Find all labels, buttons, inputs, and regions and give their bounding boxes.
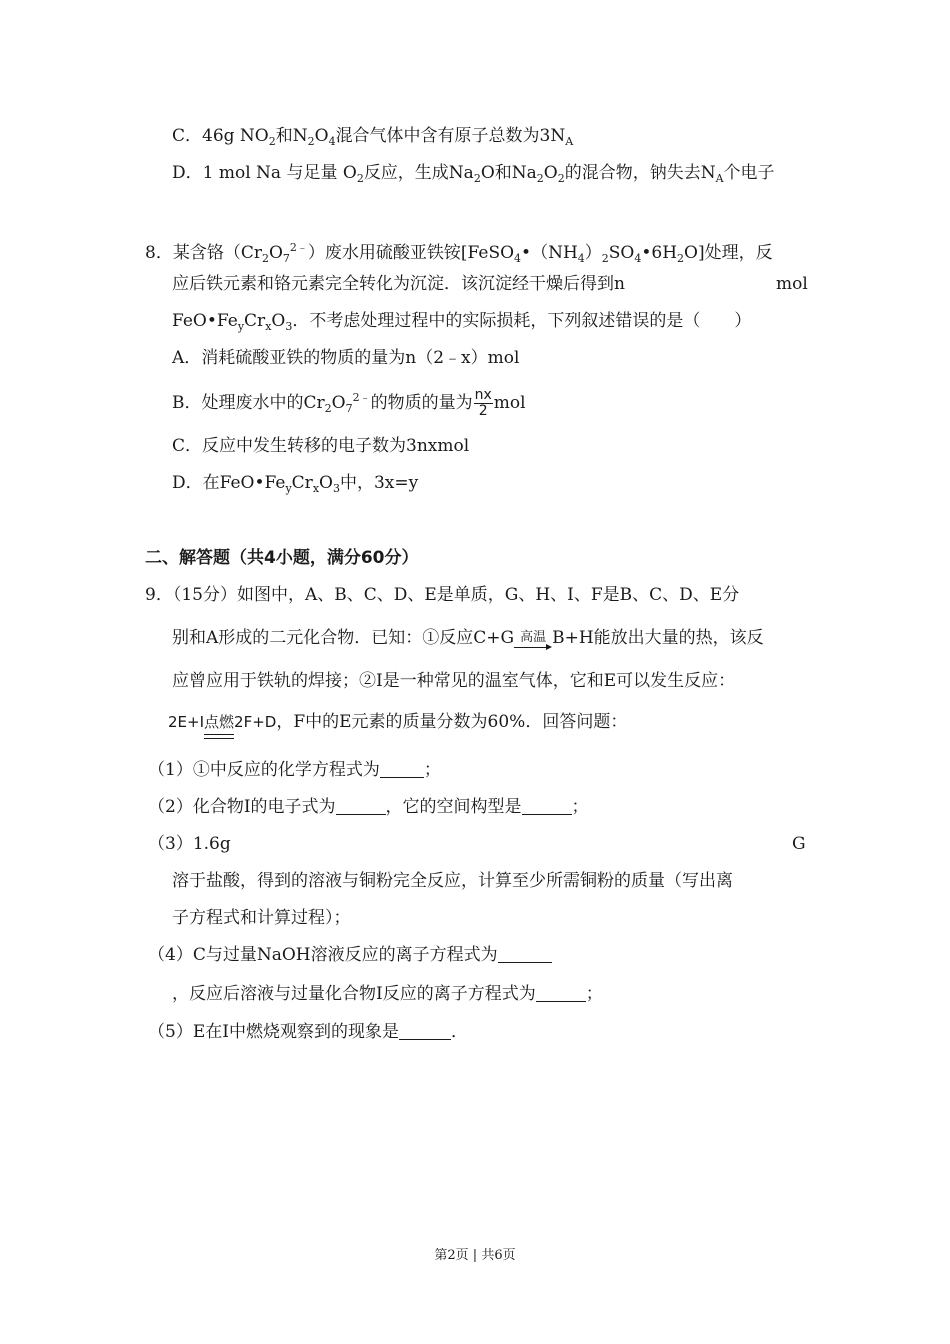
ignite-condition: 点燃	[204, 710, 234, 739]
answer-blank[interactable]	[536, 983, 586, 1002]
page-footer: 第2页 | 共6页	[434, 1248, 516, 1263]
reaction-equation: 2E+I点燃2F+D	[168, 713, 276, 731]
q8-stem-line2-unit: mol	[776, 274, 808, 294]
q8-stem-line3: $FeO•Fe_yCr_xO_3$．不考虑处理过程中的实际损耗，下列叙述错误的是（ ）	[172, 311, 752, 333]
q7-option-c: C．46g $NO_2$和$N_2O_4$混合气体中含有原子总数为$3N_A$	[172, 126, 574, 148]
answer-blank[interactable]	[522, 796, 572, 815]
q9-part3-line2: 溶于盐酸，得到的溶液与铜粉完全反应，计算至少所需铜粉的质量（写出离	[172, 871, 733, 891]
q9-stem-line2: 别和A形成的二元化合物．已知：①反应C+G 高温 B+H能放出大量的热，该反	[172, 626, 764, 652]
q9-stem-line4: 2E+I点燃2F+D，F中的E元素的质量分数为60%．回答问题：	[168, 710, 627, 739]
answer-blank[interactable]	[336, 796, 386, 815]
q9-part4: （4）C与过量NaOH溶液反应的离子方程式为	[148, 943, 552, 967]
q7-option-d: D．1 mol Na 与足量 $O_2$反应，生成$Na_2O$和$Na_2O_2$的混合物，钠失去$N_A$个电子	[172, 163, 775, 185]
reaction-arrow-high-temp: 高温	[514, 631, 552, 652]
q8-stem-line2: 应后铁元素和铬元素完全转化为沉淀．该沉淀经干燥后得到n	[172, 274, 625, 294]
q9-part2: （2）化合物I的电子式为 ，它的空间构型是 ；	[148, 797, 589, 817]
q9-part3-line3: 子方程式和计算过程）；	[172, 908, 351, 928]
q9-part4-line2: ，反应后溶液与过量化合物I反应的离子方程式为 ；	[172, 984, 603, 1004]
answer-blank[interactable]	[498, 944, 552, 963]
q8-option-b: B．处理废水中的$Cr_2O_7^{2﹣}$的物质的量为 $\frac{nx}{2}$ mol	[172, 387, 526, 419]
section-heading: 二、解答题（共4小题，满分60分）	[145, 548, 419, 568]
q8-stem-line1: 8．某含铬$(Cr_2O_7^{2﹣})$废水用硫酸亚铁铵$[FeSO_4•(NH_4)_2SO_4•6H_2O]$处理，反	[145, 241, 773, 265]
q9-part3: （3）1.6g	[148, 834, 231, 854]
q9-stem-line3: 应曾应用于铁轨的焊接；②I是一种常见的温室气体，它和E可以发生反应：	[172, 671, 736, 691]
q8-option-c: C．反应中发生转移的电子数为3nxmol	[172, 436, 470, 456]
q9-part5: （5）E在I中燃烧观察到的现象是 ．	[148, 1022, 468, 1042]
q9-stem-line1: 9．（15分）如图中，A、B、C、D、E是单质，G、H、I、F是B、C、D、E分	[145, 585, 740, 605]
q9-part1: （1）①中反应的化学方程式为 ；	[148, 760, 441, 780]
q8-option-d: D．在$FeO•Fe_yCr_xO_3$中，3x=y	[172, 473, 419, 495]
q8-option-a: A．消耗硫酸亚铁的物质的量为n（2﹣x）mol	[172, 348, 520, 368]
answer-blank[interactable]	[380, 759, 424, 778]
q9-part3-end: G	[792, 834, 806, 854]
answer-blank[interactable]	[399, 1021, 451, 1040]
fraction-nx-over-2: $\frac{nx}{2}$	[474, 387, 492, 419]
